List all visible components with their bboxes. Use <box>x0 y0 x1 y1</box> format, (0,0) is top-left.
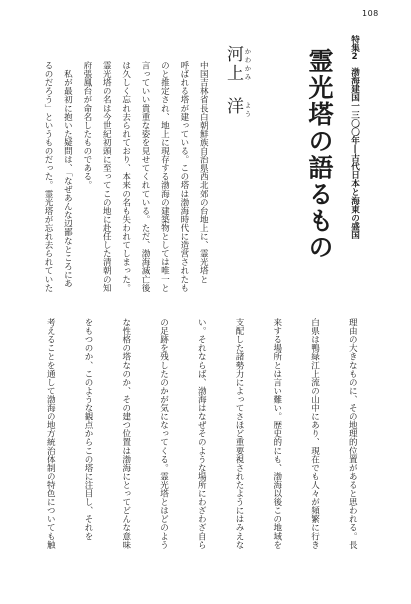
body-line-lower: 来する場所とは言い難い。歴史的にも、渤海以後この地域を <box>271 318 282 549</box>
feature-header <box>350 35 359 239</box>
body-line-lower: 理由の大きなものに、その地理的位置があると思われる。長 <box>347 318 358 549</box>
body-line-lower: 白県は鴨緑江上流の山中にあり、現在でも人々が頻繁に行き <box>309 318 320 549</box>
feature-title: 渤海建国一三〇〇年―古代日本と海東の盛国 <box>349 67 360 240</box>
body-line-lower: 考えることを通して渤海の地方統治体制の特色についても触 <box>45 318 56 549</box>
body-line-upper: 霊光塔の名は今世紀初頭に至ってこの地に赴任した清朝の知 <box>101 61 112 292</box>
body-line-lower: な性格の塔なのか、その建つ位置は渤海にとってどんな意味 <box>120 318 131 549</box>
feature-label: 特集2 <box>349 35 360 63</box>
body-line-upper: は久しく忘れ去られており、本来の名も失われてしまった。 <box>120 61 131 292</box>
body-line-lower: の足跡を残したのかが気になってくる。霊光塔とはどのよう <box>158 318 169 549</box>
body-line-upper: 府張鳳台が命名したものである。 <box>81 61 92 190</box>
body-line-upper: 言っていい貴重な姿を見せてくれている。ただ、渤海滅亡後 <box>140 61 151 292</box>
author-given-name-ruby: よう <box>243 102 252 119</box>
body-line-lower: い。それならば、渤海はなぜそのような場所にわざわざ自ら <box>196 318 207 549</box>
author-surname-ruby: かわかみ <box>243 48 252 82</box>
body-line-upper: 私が最初に抱いた疑問は、「なぜあんな辺鄙なところにあ <box>62 61 73 288</box>
page-number: 108 <box>362 9 379 18</box>
article-title: 霊光塔の語るもの <box>305 48 334 261</box>
author-surname: 河上 <box>223 45 243 83</box>
body-line-upper: 呼ばれる塔が建っている。この塔は渤海時代に造営されたも <box>178 61 189 292</box>
body-line-upper: のと推定され、地上に現存する渤海の建築物としては唯一と <box>159 61 170 292</box>
body-line-upper: るのだろう」というものだった。霊光塔が忘れ去られていた <box>43 61 54 292</box>
body-line-lower: をもつのか、このような観点からこの塔に注目し、それを <box>83 318 94 541</box>
body-line-lower: 支配した諸勢力によってさほど重要視されたようにはみえな <box>234 318 245 549</box>
body-line-upper: 中国吉林省長白朝鮮族自治県西北郊の台地上に、霊光塔と <box>198 61 209 284</box>
author-given-name: 洋 <box>223 97 243 116</box>
